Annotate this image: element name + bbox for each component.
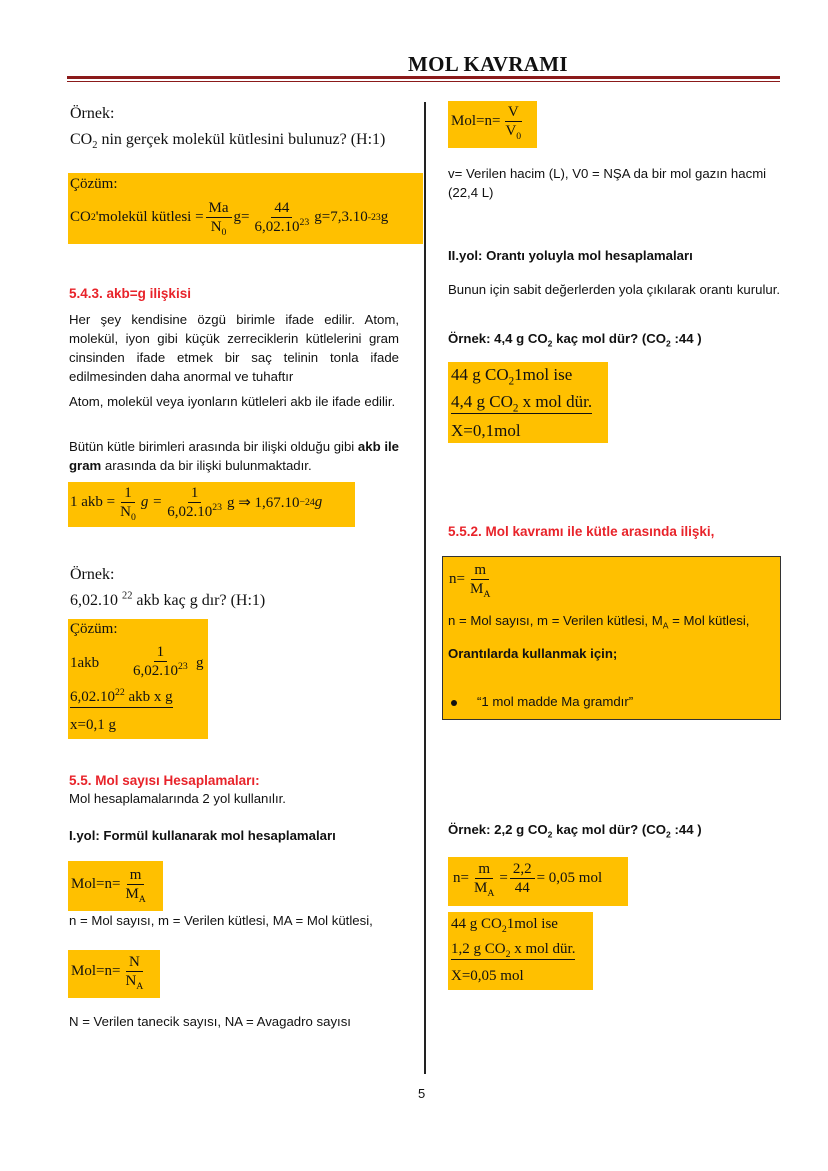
numerator: m bbox=[475, 860, 493, 879]
formula-text: 1 akb = bbox=[70, 494, 116, 510]
formula-box bbox=[68, 861, 163, 911]
denominator-text: N bbox=[210, 219, 222, 235]
unit: g bbox=[196, 655, 204, 671]
row-text: x mol dür. bbox=[518, 392, 593, 411]
solution-formula: CO 2 'molekül kütlesi = $\frac{Ma}{N_0}$ g= $\frac{44}{6,02.10^{23}}$ g=7,3.10 -23 g bbox=[70, 200, 389, 238]
denominator-text: N bbox=[120, 504, 131, 520]
numerator: 44 bbox=[271, 199, 292, 218]
header-rule-thick bbox=[67, 76, 780, 79]
subheading: II.yol: Orantı yoluyla mol hesaplamaları bbox=[448, 248, 693, 263]
row-text: 6,02.10 bbox=[70, 689, 115, 705]
example-question bbox=[70, 131, 386, 152]
fraction bbox=[122, 866, 148, 903]
superscript: 23 bbox=[178, 661, 188, 672]
numerator: Ma bbox=[206, 199, 232, 218]
denominator-text: M bbox=[473, 880, 488, 896]
formula-text: Mol=n= bbox=[451, 113, 501, 129]
example-label: Örnek: bbox=[70, 566, 115, 583]
section-heading: 5.5. Mol sayısı Hesaplamaları: bbox=[69, 773, 260, 788]
formula-text: Mol=n= bbox=[71, 876, 121, 892]
denominator bbox=[467, 580, 493, 598]
numerator: V bbox=[505, 103, 522, 122]
row-text: 1mol ise bbox=[506, 916, 558, 932]
question-text: akb kaç g dır? (H:1) bbox=[132, 592, 266, 609]
denominator bbox=[122, 972, 146, 990]
fraction bbox=[164, 484, 225, 521]
subscript: A bbox=[487, 888, 495, 899]
proportion-box bbox=[448, 912, 593, 990]
formula-box bbox=[68, 482, 355, 527]
denominator bbox=[117, 503, 139, 521]
formula-text: g=7,3.10 bbox=[314, 209, 368, 225]
formula-text: g bbox=[314, 494, 323, 510]
question-text: kaç mol dür? (CO bbox=[552, 331, 667, 346]
bullet-text: “1 mol madde Ma gramdır” bbox=[477, 694, 634, 709]
question-text: nin gerçek molekül kütlesini bulunuz? (H:1) bbox=[97, 131, 386, 148]
denominator-text: 6,02.10 bbox=[254, 219, 300, 235]
question-text: Örnek: 4,4 g CO bbox=[448, 331, 548, 346]
bullet-icon bbox=[451, 700, 457, 706]
mol-formula bbox=[71, 953, 148, 990]
proportion-row bbox=[451, 941, 575, 960]
row-lhs: 1akb bbox=[70, 655, 100, 671]
result-row: X=0,1mol bbox=[451, 421, 521, 440]
formula-text: g = bbox=[140, 494, 163, 510]
subscript: 2 bbox=[92, 140, 98, 152]
result-row: X=0,05 mol bbox=[451, 968, 524, 984]
numerator: 2,2 bbox=[510, 860, 535, 879]
solution-box bbox=[68, 619, 208, 739]
question-text: CO bbox=[70, 131, 93, 148]
denominator bbox=[502, 122, 524, 140]
question-text: 6,02.10 bbox=[70, 592, 122, 609]
formula-box bbox=[448, 101, 537, 148]
desc-text: n = Mol sayısı, m = Verilen kütlesi, M bbox=[448, 613, 663, 628]
formula-text: Mol=n= bbox=[71, 963, 121, 979]
fraction bbox=[128, 643, 193, 680]
superscript: 23 bbox=[299, 217, 310, 228]
row-text: 1,2 g CO bbox=[451, 941, 506, 957]
desc-text: = Mol kütlesi, bbox=[668, 613, 750, 628]
subscript: 2 bbox=[666, 338, 671, 349]
question-text: :44 ) bbox=[670, 822, 702, 837]
superscript: 22 bbox=[115, 687, 125, 698]
proportion-box bbox=[448, 362, 608, 443]
column-divider bbox=[424, 102, 426, 1074]
proportion-row bbox=[70, 689, 173, 708]
numerator: 1 bbox=[154, 643, 168, 662]
subscript: 2 bbox=[666, 829, 671, 840]
subscript: 2 bbox=[547, 829, 553, 840]
info-box bbox=[442, 556, 781, 720]
akb-formula: 1 akb = $\frac{1}{N_0}$ g = $\frac{1}{6,02.10^{23}}$ g ⇒ 1,67.10 −24 g bbox=[70, 485, 323, 523]
numerator: 1 bbox=[188, 484, 202, 503]
subscript: A bbox=[662, 620, 669, 631]
fraction bbox=[206, 199, 232, 236]
paragraph: Bunun için sabit değerlerden yola çıkılarak orantı kurulur. bbox=[448, 282, 781, 297]
subscript: 2 bbox=[501, 924, 507, 935]
row-text: 4,4 g CO bbox=[451, 392, 513, 411]
fraction bbox=[502, 103, 524, 140]
mol-formula bbox=[71, 866, 151, 903]
subheading: Orantılarda kullanmak için; bbox=[448, 646, 618, 661]
fraction bbox=[122, 953, 146, 990]
section-heading: 5.4.3. akb=g ilişkisi bbox=[69, 286, 191, 301]
paragraph bbox=[69, 437, 399, 475]
subscript: 2 bbox=[508, 375, 515, 388]
subscript: 0 bbox=[221, 227, 227, 238]
question-text: :44 ) bbox=[670, 331, 702, 346]
paragraph: Her şey kendisine özgü birimle ifade edilir. Atom, molekül, iyon gibi küçük zerreciklerin kütlelerini gram cinsinden ifade etmek bir saç telinin tonla ifade edilmesinden daha anormal ve tuhaftır bbox=[69, 312, 399, 384]
paragraph: Mol hesaplamalarında 2 yol kullanılır. bbox=[69, 791, 286, 806]
denominator bbox=[164, 503, 225, 521]
denominator-text: V bbox=[505, 123, 517, 139]
subscript: A bbox=[136, 981, 144, 992]
fraction bbox=[252, 199, 313, 236]
fraction bbox=[510, 860, 535, 897]
denominator-text: M bbox=[125, 886, 139, 902]
formula-text: g= bbox=[233, 209, 250, 225]
subscript: 0 bbox=[130, 512, 136, 523]
formula-text: n= bbox=[449, 571, 465, 587]
formula-description: N = Verilen tanecik sayısı, NA = Avagadro sayısı bbox=[69, 1014, 351, 1029]
denominator bbox=[252, 218, 313, 236]
fraction bbox=[471, 860, 497, 897]
paragraph-text: arasında da bir ilişki bulunmaktadır. bbox=[101, 458, 312, 473]
formula-description: n = Mol sayısı, m = Verilen kütlesi, MA = Mol kütlesi, bbox=[69, 913, 373, 928]
example-question bbox=[448, 331, 702, 349]
mol-formula bbox=[449, 561, 495, 598]
numerator: N bbox=[126, 953, 143, 972]
formula-description: v= Verilen hacim (L), V0 = NŞA da bir mol gazın hacmi (22,4 L) bbox=[448, 166, 767, 200]
formula-box bbox=[448, 857, 628, 906]
formula-description bbox=[448, 613, 750, 631]
paragraph-text: Bütün kütle birimleri arasında bir ilişki olduğu gibi bbox=[69, 439, 358, 454]
fraction bbox=[117, 484, 139, 521]
formula-text: n= bbox=[453, 870, 469, 886]
denominator-text: 6,02.10 bbox=[167, 504, 213, 520]
subscript: 0 bbox=[516, 131, 522, 142]
numerator: m bbox=[471, 561, 489, 580]
formula-text: = 0,05 mol bbox=[536, 870, 603, 886]
page-title: MOL KAVRAMI bbox=[408, 52, 568, 76]
paragraph: Atom, molekül veya iyonların kütleleri akb ile ifade edilir. bbox=[69, 394, 396, 409]
fraction bbox=[130, 643, 191, 680]
solution-label: Çözüm: bbox=[70, 621, 118, 637]
example-question bbox=[70, 592, 265, 610]
denominator bbox=[208, 218, 230, 236]
subscript: 2 bbox=[512, 402, 519, 415]
formula-text: g ⇒ 1,67.10 bbox=[226, 495, 300, 511]
header-rule-thin bbox=[67, 81, 780, 82]
solution-label: Çözüm: bbox=[70, 176, 118, 192]
page-number: 5 bbox=[418, 1086, 426, 1101]
row-text: 44 g CO bbox=[451, 365, 509, 384]
volume-formula bbox=[451, 103, 526, 140]
denominator bbox=[471, 879, 497, 897]
proportion-row bbox=[451, 392, 592, 414]
subheading: I.yol: Formül kullanarak mol hesaplamaları bbox=[69, 828, 336, 843]
denominator: 44 bbox=[514, 880, 530, 896]
formula-box bbox=[68, 950, 160, 998]
question-text: Örnek: 2,2 g CO bbox=[448, 822, 548, 837]
result-row: x=0,1 g bbox=[70, 717, 116, 733]
denominator bbox=[122, 885, 148, 903]
denominator-text: N bbox=[125, 973, 137, 989]
subscript: 2 bbox=[505, 949, 511, 960]
numerator: 1 bbox=[121, 484, 135, 503]
formula-text: CO bbox=[70, 209, 91, 225]
superscript: 23 bbox=[212, 502, 222, 513]
example-label: Örnek: bbox=[70, 105, 115, 122]
formula-text: = bbox=[499, 870, 508, 886]
row-text: 44 g CO bbox=[451, 916, 502, 932]
mol-calculation bbox=[453, 860, 602, 897]
subscript: A bbox=[483, 589, 491, 600]
paragraph-bold: akb ile gram bbox=[69, 439, 399, 473]
formula-text: 'molekül kütlesi = bbox=[95, 209, 204, 225]
proportion-row bbox=[451, 916, 558, 933]
bullet-item bbox=[451, 694, 633, 709]
subscript: 2 bbox=[547, 338, 553, 349]
fraction bbox=[467, 561, 493, 598]
denominator bbox=[130, 662, 191, 680]
question-text: kaç mol dür? (CO bbox=[552, 822, 667, 837]
denominator-text: M bbox=[469, 581, 484, 597]
denominator-text: 6,02.10 bbox=[133, 663, 178, 679]
row-text: 1mol ise bbox=[514, 365, 573, 384]
subscript: A bbox=[138, 894, 146, 905]
numerator: m bbox=[127, 866, 145, 885]
row-text: x mol dür. bbox=[510, 941, 576, 957]
row-text: akb x g bbox=[124, 689, 173, 705]
proportion-row bbox=[451, 365, 573, 388]
superscript: 22 bbox=[122, 590, 133, 602]
example-question bbox=[448, 822, 702, 840]
section-heading: 5.5.2. Mol kavramı ile kütle arasında ilişki, bbox=[448, 524, 715, 539]
solution-box bbox=[68, 173, 423, 244]
formula-text: g bbox=[380, 209, 389, 225]
